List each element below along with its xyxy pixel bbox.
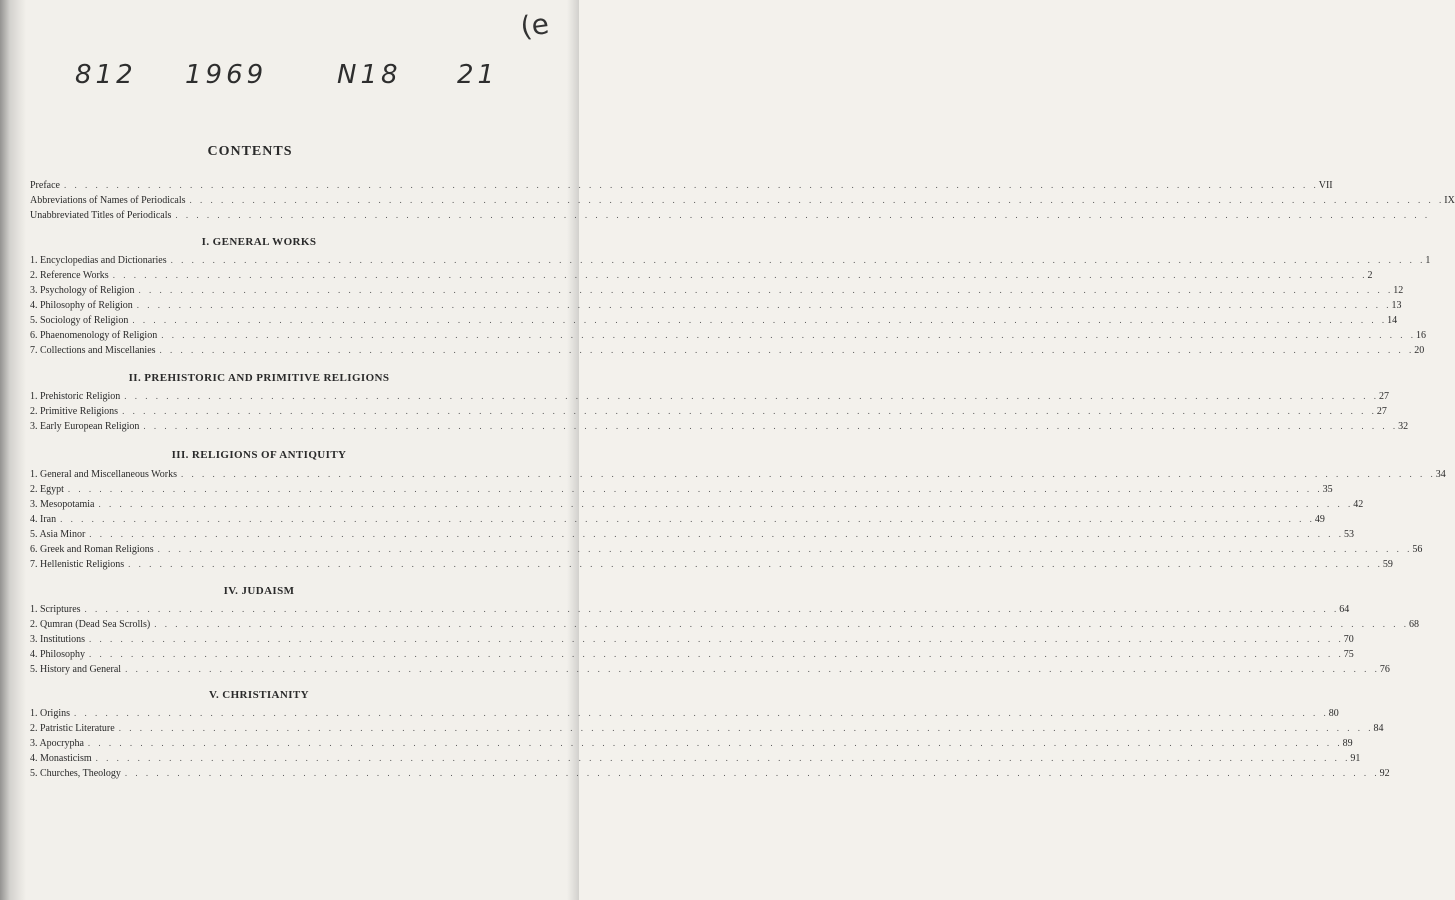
dot-leader: . . . . . . . . . . . . . . . . . . . . . . . . . . . . . . . . . . . . . . . . . . . . . . . . . . . . . . . . . . . . . . . . . . . . . . . . . . . . . . . . . . . . . . . . . . . . . . . . . . . . . . . . . . . . . . . . . . . . . . . . [124,768,1380,778]
toc-entry-page: 64 [1339,604,1350,615]
toc-entry-s4-2 [30,617,1419,631]
dot-leader: . . . . . . . . . . . . . . . . . . . . . . . . . . . . . . . . . . . . . . . . . . . . . . . . . . . . . . . . . . . . . . . . . . . . . . . . . . . . . . . . . . . . . . . . . . . . . . . . . . . . . . . . . . . . . . . . . . . . . . . . [154,619,1409,629]
dot-leader: . . . . . . . . . . . . . . . . . . . . . . . . . . . . . . . . . . . . . . . . . . . . . . . . . . . . . . . . . . . . . . . . . . . . . . . . . . . . . . . . . . . . . . . . . . . . . . . . . . . . . . . . . . . . . . . . . . . . . . . . [125,664,1380,674]
handwritten-year: 1969 [185,60,268,90]
toc-entry-label: 1. Origins [30,708,70,719]
toc-entry-label: 4. Monasticism [30,753,92,764]
toc-entry-label: 5. Asia Minor [30,529,86,540]
toc-entry-label: Unabbreviated Titles of Periodicals [30,210,172,221]
toc-entry-page: 76 [1379,664,1390,675]
toc-entry-page: 27 [1379,391,1390,402]
handwritten-catalog-number [75,52,535,98]
dot-leader: . . . . . . . . . . . . . . . . . . . . . . . . . . . . . . . . . . . . . . . . . . . . . . . . . . . . . . . . . . . . . . . . . . . . . . . . . . . . . . . . . . . . . . . . . . . . . . . . . . . . . . . . . . . . . . . . . . . . . . . . [98,499,1354,509]
toc-entry-s3-4 [30,512,1325,526]
toc-entry-s1-6 [30,328,1426,342]
dot-leader: . . . . . . . . . . . . . . . . . . . . . . . . . . . . . . . . . . . . . . . . . . . . . . . . . . . . . . . . . . . . . . . . . . . . . . . . . . . . . . . . . . . . . . . . . . . . . . . . . . . . . . . . . . . . . . . . . . . . . . . . [74,708,1329,718]
dot-leader: . . . . . . . . . . . . . . . . . . . . . . . . . . . . . . . . . . . . . . . . . . . . . . . . . . . . . . . . . . . . . . . . . . . . . . . . . . . . . . . . . . . . . . . . . . . . . . . . . . . . . . . . . . . . . . . . . . . . . . . . [181,469,1436,479]
corner-handwritten-mark: (e [518,7,551,44]
dot-leader: . . . . . . . . . . . . . . . . . . . . . . . . . . . . . . . . . . . . . . . . . . . . . . . . . . . . . . . . . . . . . . . . . . . . . . . . . . . . . . . . . . . . . . . . . . . . . . . . . . . . . . . . . . . . . . . . . . . . . . . . [132,315,1388,325]
toc-entry-label: 1. Encyclopedias and Dictionaries [30,255,167,266]
section-heading-s4: IV. JUDAISM [223,585,295,597]
toc-entry-s1-1 [30,253,1431,267]
toc-entry-front-0 [30,178,1333,192]
toc-entry-label: Preface [30,180,60,191]
toc-entry-label: 5. Sociology of Religion [30,315,129,326]
toc-entry-page: 1 [1425,255,1431,266]
toc-entry-s4-1 [30,602,1350,616]
dot-leader: . . . . . . . . . . . . . . . . . . . . . . . . . . . . . . . . . . . . . . . . . . . . . . . . . . . . . . . . . . . . . . . . . . . . . . . . . . . . . . . . . . . . . . . . . . . . . . . . . . . . . . . . . . . . . . . . . . . . . . . . [138,285,1394,295]
toc-entry-page: 91 [1350,753,1361,764]
dot-leader: . . . . . . . . . . . . . . . . . . . . . . . . . . . . . . . . . . . . . . . . . . . . . . . . . . . . . . . . . . . . . . . . . . . . . . . . . . . . . . . . . . . . . . . . . . . . . . . . . . . . . . . . . . . . . . . . . . . . . . . . [89,649,1344,659]
toc-entry-s1-5 [30,313,1398,327]
toc-entry-s1-3 [30,283,1404,297]
toc-entry-label: 2. Patristic Literature [30,723,115,734]
toc-entry-s3-1 [30,467,1446,481]
dot-leader: . . . . . . . . . . . . . . . . . . . . . . . . . . . . . . . . . . . . . . . . . . . . . . . . . . . . . . . . . . . . . . . . . . . . . . . . . . . . . . . . . . . . . . . . . . . . . . . . . . . . . . . . . . . . . . . . . . . . . . . . [122,406,1377,416]
section-heading-s3: III. RELIGIONS OF ANTIQUITY [171,449,347,461]
toc-entry-s5-2 [30,721,1384,735]
toc-entry-page: 20 [1414,345,1425,356]
toc-entry-label: 6. Greek and Roman Religions [30,544,154,555]
toc-entry-page: 68 [1409,619,1419,630]
handwritten-issue: N18 [337,60,402,90]
toc-entry-label: 2. Qumran (Dead Sea Scrolls) [30,619,151,630]
section-heading-s5: V. CHRISTIANITY [209,689,309,701]
toc-entry-s3-2 [30,482,1333,496]
toc-entry-s5-3 [30,736,1353,750]
toc-entry-page: VII [1318,180,1333,191]
toc-entry-s2-2 [30,404,1387,418]
toc-entry-page: 84 [1373,723,1384,734]
toc-entry-page: 59 [1382,559,1393,570]
dot-leader: . . . . . . . . . . . . . . . . . . . . . . . . . . . . . . . . . . . . . . . . . . . . . . . . . . . . . . . . . . . . . . . . . . . . . . . . . . . . . . . . . . . . . . . . . . . . . . . . . . . . . . . . . . . . . . . . . . . . . . . . [170,255,1426,265]
toc-entry-page: 2 [1367,270,1373,281]
toc-entry-s4-4 [30,647,1354,661]
dot-leader: . . . . . . . . . . . . . . . . . . . . . . . . . . . . . . . . . . . . . . . . . . . . . . . . . . . . . . . . . . . . . . . . . . . . . . . . . . . . . . . . . . . . . . . . . . . . . . . . . . . . . . . . . . . . . . . . . . . . . . . . [124,391,1380,401]
dot-leader: . . . . . . . . . . . . . . . . . . . . . . . . . . . . . . . . . . . . . . . . . . . . . . . . . . . . . . . . . . . . . . . . . . . . . . . . . . . . . . . . . . . . . . . . . . . . . . . . . . . . . . . . . . . . . . . . . . . . . . . . [89,529,1345,539]
toc-entry-label: Abbreviations of Names of Periodicals [30,195,186,206]
toc-entry-label: 1. General and Miscellaneous Works [30,469,178,480]
toc-entry-label: 3. Psychology of Religion [30,285,135,296]
toc-entry-label: 2. Egypt [30,484,64,495]
toc-entry-s3-3 [30,497,1364,511]
dot-leader: . . . . . . . . . . . . . . . . . . . . . . . . . . . . . . . . . . . . . . . . . . . . . . . . . . . . . . . . . . . . . . . . . . . . . . . . . . . . . . . . . . . . . . . . . . . . . . . . . . . . . . . . . . . . . . . . . . . . . . . . [189,195,1445,205]
toc-entry-label: 3. Early European Religion [30,421,140,432]
toc-entry-label: 4. Philosophy of Religion [30,300,133,311]
toc-entry-s1-2 [30,268,1373,282]
toc-entry-label: 2. Primitive Religions [30,406,119,417]
toc-entry-page: 12 [1393,285,1404,296]
toc-entry-label: 7. Collections and Miscellanies [30,345,156,356]
toc-entry-page: 53 [1344,529,1355,540]
dot-leader: . . . . . . . . . . . . . . . . . . . . . . . . . . . . . . . . . . . . . . . . . . . . . . . . . . . . . . . . . . . . . . . . . . . . . . . . . . . . . . . . . . . . . . . . . . . . . . . . . . . . . . . . . . . . . . . . . . . . . . . . [143,421,1399,431]
toc-entry-page: 34 [1435,469,1446,480]
toc-entry-page: 42 [1353,499,1364,510]
toc-entry-page: 56 [1412,544,1423,555]
toc-entry-label: 4. Philosophy [30,649,86,660]
toc-entry-page: 35 [1322,484,1333,495]
dot-leader: . . . . . . . . . . . . . . . . . . . . . . . . . . . . . . . . . . . . . . . . . . . . . . . . . . . . . . . . . . . . . . . . . . . . . . . . . . . . . . . . . . . . . . . . . . . . . . . . . . . . . . . . . . . . . . . . . . . . . . . . [84,604,1340,614]
section-heading-s1: I. GENERAL WORKS [201,236,317,248]
toc-entry-s5-1 [30,706,1339,720]
toc-entry-page: 49 [1314,514,1325,525]
toc-entry-s4-3 [30,632,1354,646]
toc-entry-page: 70 [1343,634,1354,645]
dot-leader: . . . . . . . . . . . . . . . . . . . . . . . . . . . . . . . . . . . . . . . . . . . . . . . . . . . . . . . . . . . . . . . . . . . . . . . . . . . . . . . . . . . . . . . . . . . . . . . . . . . . . . . . . . . . . . . . . . . . . . . . [161,330,1416,340]
toc-entry-s5-4 [30,751,1361,765]
dot-leader: . . . . . . . . . . . . . . . . . . . . . . . . . . . . . . . . . . . . . . . . . . . . . . . . . . . . . . . . . . . . . . . . . . . . . . . . . . . . . . . . . . . . . . . . . . . . . . . . . . . . . . . . . . . . . . . . . . . . . . . . [112,270,1368,280]
toc-entry-page: 16 [1415,330,1426,341]
toc-entry-page: 13 [1391,300,1402,311]
toc-entry-page: 92 [1379,768,1390,779]
dot-leader: . . . . . . . . . . . . . . . . . . . . . . . . . . . . . . . . . . . . . . . . . . . . . . . . . . . . . . . . . . . . . . . . . . . . . . . . . . . . . . . . . . . . . . . . . . . . . . . . . . . . . . . . . . . . . . . . . . . . . . . . [89,634,1344,644]
toc-entry-page: 80 [1328,708,1339,719]
dot-leader: . . . . . . . . . . . . . . . . . . . . . . . . . . . . . . . . . . . . . . . . . . . . . . . . . . . . . . . . . . . . . . . . . . . . . . . . . . . . . . . . . . . . . . . . . . . . . . . . . . . . . . . . . . . . . . . . . . . . . . . . [87,738,1343,748]
toc-entry-label: 3. Institutions [30,634,86,645]
dot-leader: . . . . . . . . . . . . . . . . . . . . . . . . . . . . . . . . . . . . . . . . . . . . . . . . . . . . . . . . . . . . . . . . . . . . . . . . . . . . . . . . . . . . . . . . . . . . . . . . . . . . . . . . . . . . . . . . . . . . . . . . [95,753,1351,763]
dot-leader: . . . . . . . . . . . . . . . . . . . . . . . . . . . . . . . . . . . . . . . . . . . . . . . . . . . . . . . . . . . . . . . . . . . . . . . . . . . . . . . . . . . . . . . . . . . . . . . . . . . . . . . . . . . . . . . . . . . . . . . . [63,180,1319,190]
dot-leader: . . . . . . . . . . . . . . . . . . . . . . . . . . . . . . . . . . . . . . . . . . . . . . . . . . . . . . . . . . . . . . . . . . . . . . . . . . . . . . . . . . . . . . . . . . . . . . . . . . . . . . . . . . . . . . . . . . . . . . . . [136,300,1392,310]
toc-entry-label: 5. History and General [30,664,122,675]
toc-entry-page: 75 [1343,649,1354,660]
toc-entry-s5-5 [30,766,1390,780]
toc-entry-front-1 [30,193,1455,207]
toc-entry-label: 7. Hellenistic Religions [30,559,125,570]
section-heading-s2: II. PREHISTORIC AND PRIMITIVE RELIGIONS [128,372,390,384]
toc-entry-page: 89 [1342,738,1353,749]
toc-entry-s3-7 [30,557,1393,571]
toc-entry-s4-5 [30,662,1390,676]
handwritten-number: 812 [75,60,137,90]
toc-entry-s2-1 [30,389,1390,403]
toc-entry-s3-6 [30,542,1423,556]
dot-leader: . . . . . . . . . . . . . . . . . . . . . . . . . . . . . . . . . . . . . . . . . . . . . . . . . . . . . . . . . . . . . . . . . . . . . . . . . . . . . . . . . . . . . . . . . . . . . . . . . . . . . . . . . . . . . . . . . . . . . . . . [128,559,1383,569]
dot-leader: . . . . . . . . . . . . . . . . . . . . . . . . . . . . . . . . . . . . . . . . . . . . . . . . . . . . . . . . . . . . . . . . . . . . . . . . . . . . . . . . . . . . . . . . . . . . . . . . . . . . . . . . . . . . . . . . . . . . . . . . [67,484,1323,494]
toc-entry-s1-7 [30,343,1425,357]
toc-entry-page: 14 [1387,315,1398,326]
toc-entry-s2-3 [30,419,1409,433]
toc-entry-label: 4. Iran [30,514,57,525]
contents-title: CONTENTS [207,144,293,159]
toc-entry-label: 3. Apocrypha [30,738,84,749]
toc-entry-s1-4 [30,298,1402,312]
dot-leader: . . . . . . . . . . . . . . . . . . . . . . . . . . . . . . . . . . . . . . . . . . . . . . . . . . . . . . . . . . . . . . . . . . . . . . . . . . . . . . . . . . . . . . . . . . . . . . . . . . . . . . . . . . . . . . . . . . . . . . . . [159,345,1415,355]
dot-leader: . . . . . . . . . . . . . . . . . . . . . . . . . . . . . . . . . . . . . . . . . . . . . . . . . . . . . . . . . . . . . . . . . . . . . . . . . . . . . . . . . . . . . . . . . . . . . . . . . . . . . . . . . . . . . . . . . . . . . . . . [175,210,1431,220]
toc-entry-label: 1. Scriptures [30,604,81,615]
toc-entry-page: IX [1444,195,1455,206]
dot-leader: . . . . . . . . . . . . . . . . . . . . . . . . . . . . . . . . . . . . . . . . . . . . . . . . . . . . . . . . . . . . . . . . . . . . . . . . . . . . . . . . . . . . . . . . . . . . . . . . . . . . . . . . . . . . . . . . . . . . . . . . [118,723,1374,733]
toc-entry-label: 5. Churches, Theology [30,768,121,779]
toc-entry-label: 2. Reference Works [30,270,109,281]
toc-entry-front-2 [30,208,1431,222]
toc-entry-label: 1. Prehistoric Religion [30,391,121,402]
toc-entry-label: 6. Phaenomenology of Religion [30,330,158,341]
toc-entry-page: 32 [1398,421,1409,432]
dot-leader: . . . . . . . . . . . . . . . . . . . . . . . . . . . . . . . . . . . . . . . . . . . . . . . . . . . . . . . . . . . . . . . . . . . . . . . . . . . . . . . . . . . . . . . . . . . . . . . . . . . . . . . . . . . . . . . . . . . . . . . . [60,514,1315,524]
toc-entry-page: 27 [1376,406,1387,417]
handwritten-volume: 21 [457,60,499,90]
toc-entry-s3-5 [30,527,1355,541]
toc-entry-label: 3. Mesopotamia [30,499,95,510]
dot-leader: . . . . . . . . . . . . . . . . . . . . . . . . . . . . . . . . . . . . . . . . . . . . . . . . . . . . . . . . . . . . . . . . . . . . . . . . . . . . . . . . . . . . . . . . . . . . . . . . . . . . . . . . . . . . . . . . . . . . . . . . [157,544,1413,554]
